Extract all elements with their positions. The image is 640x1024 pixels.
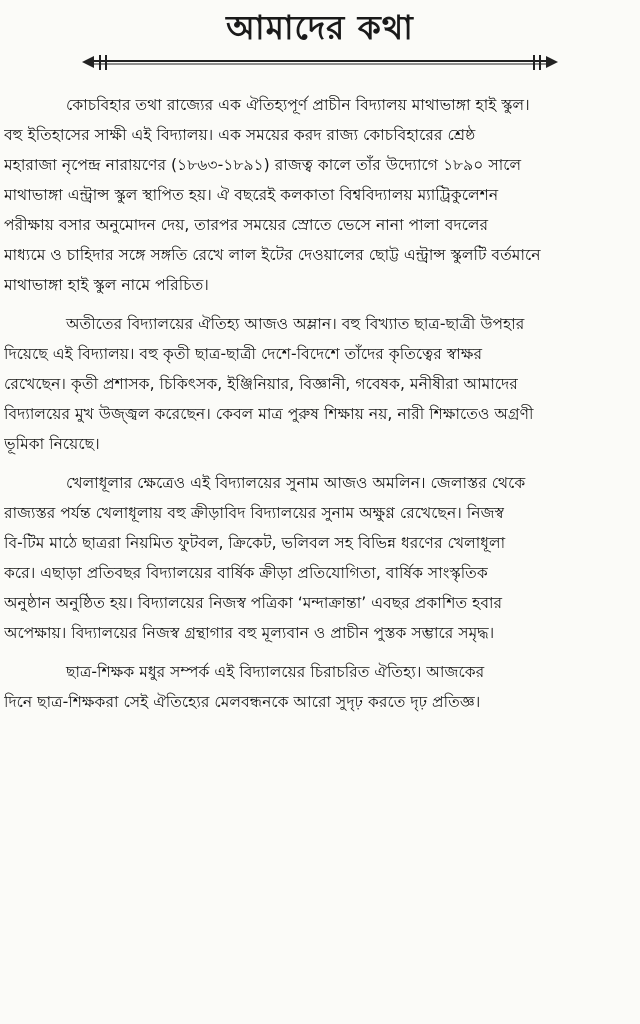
text-line: বি-টিম মাঠে ছাত্ররা নিয়মিত ফুটবল, ক্রিকেট, ভলিবল সহ বিভিন্ন ধরণের খেলাধূলা [4, 534, 506, 552]
article-body [4, 90, 636, 717]
paragraph-teacher-student [4, 657, 636, 717]
title-block [80, 2, 560, 74]
text-line: কোচবিহার তথা রাজ্যের এক ঐতিহ্যপূর্ণ প্রাচীন বিদ্যালয় মাথাভাঙ্গা হাই স্কুল। [66, 96, 530, 114]
paragraph-sports [4, 468, 636, 648]
text-line: করে। এছাড়া প্রতিবছর বিদ্যালয়ের বার্ষিক ক্রীড়া প্রতিযোগিতা, বার্ষিক সাংস্কৃতিক [4, 564, 488, 582]
text-line: বিদ্যালয়ের মুখ উজ্জ্বল করেছেন। কেবল মাত্র পুরুষ শিক্ষায় নয়, নারী শিক্ষাতেও অগ্রণী [4, 405, 534, 423]
text-line: খেলাধূলার ক্ষেত্রেও এই বিদ্যালয়ের সুনাম আজও অমলিন। জেলাস্তর থেকে [66, 474, 526, 492]
text-line: পরীক্ষায় বসার অনুমোদন দেয়, তারপর সময়ের স্রোতে ভেসে নানা পালা বদলের [4, 216, 489, 234]
text-line: মাধ্যমে ও চাহিদার সঙ্গে সঙ্গতি রেখে লাল ইটের দেওয়ালের ছোট্ট এন্ট্রান্স স্কুলটি বর্তমানে [4, 246, 541, 264]
title-ornament-icon [80, 52, 560, 72]
text-line: দিনে ছাত্র-শিক্ষকরা সেই ঐতিহ্যের মেলবন্ধনকে আরো সুদৃঢ় করতে দৃঢ় প্রতিজ্ঞ। [4, 693, 481, 711]
text-line: রাজ্যস্তর পর্যন্ত খেলাধূলায় বহু ক্রীড়াবিদ বিদ্যালয়ের সুনাম অক্ষুণ্ণ রেখেছেন। নিজস্ব [4, 504, 505, 522]
text-line: মাথাভাঙ্গা হাই স্কুল নামে পরিচিত। [4, 276, 209, 294]
page-title: আমাদের কথা [226, 8, 414, 47]
text-line: অতীতের বিদ্যালয়ের ঐতিহ্য আজও অম্লান। বহু বিখ্যাত ছাত্র-ছাত্রী উপহার [66, 315, 525, 333]
text-line: ছাত্র-শিক্ষক মধুর সম্পর্ক এই বিদ্যালয়ের চিরাচরিত ঐতিহ্য। আজকের [66, 663, 485, 681]
text-line: ভূমিকা নিয়েছে। [4, 435, 100, 453]
text-line: মাথাভাঙ্গা এন্ট্রান্স স্কুল স্থাপিত হয়। ঐ বছরেই কলকাতা বিশ্ববিদ্যালয় ম্যাট্রিকুলেশন [4, 186, 499, 204]
paragraph-history [4, 90, 636, 300]
text-line: দিয়েছে এই বিদ্যালয়। বহু কৃতী ছাত্র-ছাত্রী দেশে-বিদেশে তাঁদের কৃতিত্বের স্বাক্ষর [4, 345, 483, 363]
text-line: রেখেছেন। কৃতী প্রশাসক, চিকিৎসক, ইঞ্জিনিয়ার, বিজ্ঞানী, গবেষক, মনীষীরা আমাদের [4, 375, 518, 393]
text-line: অনুষ্ঠান অনুষ্ঠিত হয়। বিদ্যালয়ের নিজস্ব পত্রিকা ‘মন্দাক্রান্তা’ এবছর প্রকাশিত হবার [4, 594, 503, 612]
paragraph-tradition [4, 309, 636, 459]
text-line: মহারাজা নৃপেন্দ্র নারায়ণের (১৮৬৩-১৮৯১) রাজত্ব কালে তাঁর উদ্যোগে ১৮৯০ সালে [4, 156, 522, 174]
text-line: অপেক্ষায়। বিদ্যালয়ের নিজস্ব গ্রন্থাগার বহু মূল্যবান ও প্রাচীন পুস্তক সম্ভারে সমৃদ্ধ। [4, 624, 495, 642]
text-line: বহু ইতিহাসের সাক্ষী এই বিদ্যালয়। এক সময়ের করদ রাজ্য কোচবিহারের শ্রেষ্ঠ [4, 126, 476, 144]
